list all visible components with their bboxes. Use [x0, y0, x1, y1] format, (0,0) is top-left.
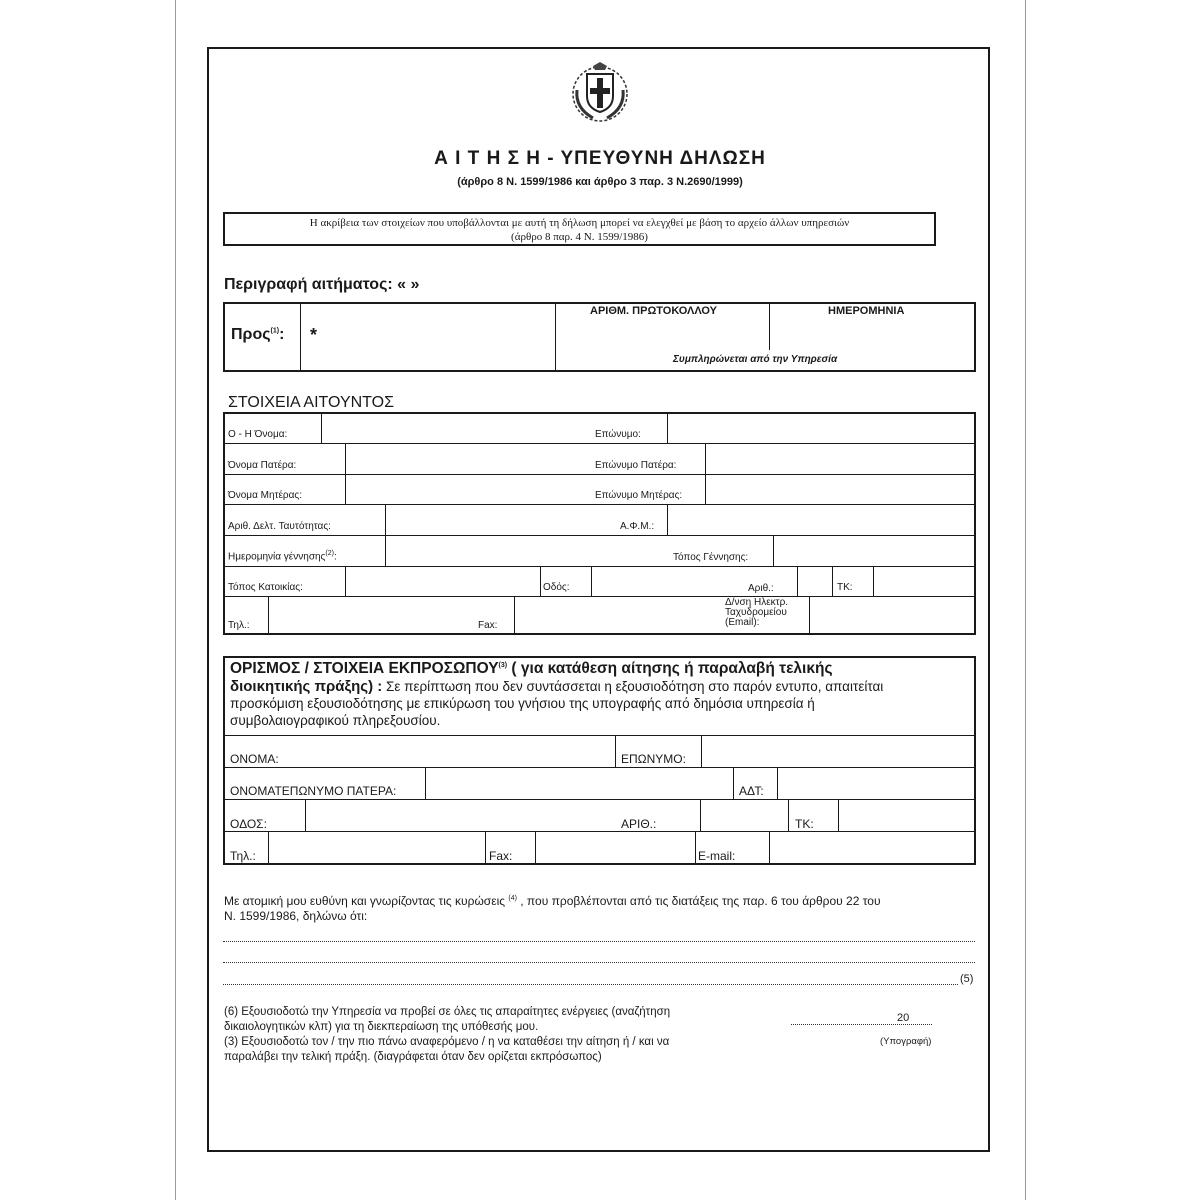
note-3-line-1: (3) Εξουσιοδοτώ τον / την πιο πάνω αναφερόμενο / η να καταθέσει την αίτηση ή / και να — [224, 1036, 670, 1048]
residence-field[interactable] — [346, 568, 539, 595]
rep-fax-label: Fax: — [489, 849, 513, 863]
birth-place-field[interactable] — [774, 537, 974, 565]
rep-postcode-field[interactable] — [839, 801, 974, 830]
email-label-line-1: Δ/νση Ηλεκτρ. — [725, 597, 789, 608]
form-subtitle: (άρθρο 8 Ν. 1599/1986 και άρθρο 3 παρ. 3 Ν.2690/1999) — [457, 176, 743, 188]
divider — [832, 567, 833, 596]
father-surname-label: Επώνυμο Πατέρα: — [595, 460, 677, 471]
email-label-line-2: Ταχυδρομείου — [725, 607, 787, 618]
father-name-field[interactable] — [346, 445, 586, 473]
rep-father-label: ΟΝΟΜΑΤΕΠΩΝΥΜΟ ΠΑΤΕΡΑ: — [230, 784, 397, 798]
representative-footnote: (3) — [498, 661, 508, 669]
surname-label: Επώνυμο: — [595, 429, 641, 440]
birth-date-colon: : — [333, 551, 337, 563]
row-divider — [224, 535, 975, 536]
notice-line-2: (άρθρο 8 παρ. 4 Ν. 1599/1986) — [511, 231, 648, 243]
rep-fax-field[interactable] — [536, 833, 694, 863]
protocol-number-label: ΑΡΙΘΜ. ΠΡΩΤΟΚΟΛΛΟΥ — [590, 305, 718, 317]
email-field[interactable] — [810, 598, 974, 633]
date-label: ΗΜΕΡΟΜΗΝΙΑ — [828, 305, 905, 317]
rep-father-field[interactable] — [426, 769, 732, 798]
representative-note-2: προσκόμιση εξουσιοδότησης με επικύρωση του γνήσιου της υπογραφής από δημόσια υπηρεσία ή — [230, 696, 815, 711]
divider — [788, 800, 789, 831]
representative-heading-line-2 — [230, 678, 970, 695]
id-card-field[interactable] — [386, 506, 616, 534]
number-label: Αριθ.: — [748, 583, 774, 594]
representative-heading — [230, 660, 970, 729]
rep-surname-field[interactable] — [702, 737, 974, 766]
recipient-field[interactable]: * — [310, 325, 318, 345]
divider — [733, 768, 734, 799]
representative-purpose: ( για κατάθεση αίτησης ή παραλαβή τελικής — [511, 660, 833, 677]
request-description-label: Περιγραφή αιτήματος: « » — [224, 276, 420, 293]
note-6-line-1: (6) Εξουσιοδοτώ την Υπηρεσία να προβεί σε όλες τις απαραίτητες ενέργειες (αναζήτηση — [224, 1006, 671, 1018]
declaration-line-2: Ν. 1599/1986, δηλώνω ότι: — [224, 909, 368, 923]
divider — [695, 832, 696, 864]
rep-email-field[interactable] — [770, 833, 974, 863]
divider — [485, 832, 486, 864]
rep-street-label: ΟΔΟΣ: — [230, 817, 267, 831]
coat-of-arms-emblem — [565, 60, 635, 124]
fax-label: Fax: — [478, 620, 498, 631]
filled-by-service-note: Συμπληρώνεται από την Υπηρεσία — [673, 354, 838, 365]
rep-email-label: E-mail: — [698, 849, 736, 863]
residence-label: Τόπος Κατοικίας: — [228, 582, 303, 593]
accuracy-notice — [223, 212, 936, 246]
street-label: Οδός: — [543, 582, 570, 593]
rep-adt-label: ΑΔΤ: — [739, 784, 764, 798]
phone-field[interactable] — [269, 598, 469, 633]
form-title: Α Ι Τ Η Σ Η - ΥΠΕΥΘΥΝΗ ΔΗΛΩΣΗ — [434, 148, 766, 169]
declaration-text — [224, 891, 984, 924]
rep-postcode-label: ΤΚ: — [795, 817, 814, 831]
row-divider — [224, 735, 975, 736]
email-label-line-3: (Email): — [725, 617, 760, 628]
row-divider — [224, 799, 975, 800]
to-label — [231, 326, 284, 344]
representative-heading-line-1 — [230, 660, 970, 678]
representative-note-1: Σε περίπτωση που δεν συντάσσεται η εξουσιοδότηση στο παρόν εντυπο, απαιτείται — [386, 679, 884, 694]
rep-phone-field[interactable] — [269, 833, 484, 863]
father-surname-field[interactable] — [706, 445, 974, 473]
birth-date-label — [228, 550, 337, 562]
id-card-label: Αριθ. Δελτ. Ταυτότητας: — [228, 521, 331, 532]
applicant-heading: ΣΤΟΙΧΕΙΑ ΑΙΤΟΥΝΤΟΣ — [228, 394, 394, 411]
number-field[interactable] — [798, 568, 831, 595]
divider — [300, 303, 301, 371]
divider — [769, 303, 770, 350]
postcode-label: ΤΚ: — [837, 582, 853, 593]
authorization-notes — [224, 1005, 764, 1065]
to-label-text: Προς — [231, 326, 271, 343]
row-divider — [224, 767, 975, 768]
birth-date-text: Ημερομηνία γέννησης — [228, 551, 326, 563]
phone-label: Τηλ.: — [228, 620, 250, 631]
mother-name-field[interactable] — [346, 475, 586, 503]
surname-field[interactable] — [668, 414, 974, 442]
to-footnote: (1) — [270, 327, 280, 335]
representative-title: ΟΡΙΣΜΟΣ / ΣΤΟΙΧΕΙΑ ΕΚΠΡΟΣΩΠΟΥ — [230, 660, 499, 677]
date-dotted-line[interactable] — [791, 1024, 932, 1025]
rep-number-field[interactable] — [701, 801, 787, 830]
divider — [615, 736, 616, 767]
row-divider — [224, 504, 975, 505]
street-field[interactable] — [592, 568, 742, 595]
birth-date-field[interactable] — [386, 537, 668, 565]
declaration-dotted-line[interactable] — [223, 984, 958, 985]
email-label — [725, 598, 788, 628]
row-divider — [224, 596, 975, 597]
footnote-5-marker: (5) — [960, 973, 974, 985]
rep-street-field[interactable] — [306, 801, 616, 830]
mother-surname-field[interactable] — [706, 475, 974, 503]
declaration-line-1-a: Με ατομική μου ευθύνη και γνωρίζοντας τις κυρώσεις — [224, 894, 506, 908]
divider — [540, 567, 541, 596]
first-name-label: Ο - Η Όνομα: — [228, 429, 288, 440]
rep-phone-label: Τηλ.: — [230, 849, 256, 863]
birth-date-footnote: (2) — [325, 550, 334, 557]
declaration-line-1 — [224, 891, 984, 909]
rep-name-field[interactable] — [300, 737, 614, 766]
signature-label: (Υπογραφή) — [880, 1036, 932, 1047]
afm-field[interactable] — [668, 506, 974, 534]
declaration-line-1-b: , που προβλέπονται από τις διατάξεις της παρ. 6 του άρθρου 22 του — [520, 894, 881, 908]
rep-adt-field[interactable] — [778, 769, 974, 798]
row-divider — [224, 443, 975, 444]
date-year-prefix: 20 — [897, 1012, 910, 1024]
father-name-label: Όνομα Πατέρα: — [228, 460, 297, 471]
afm-label: Α.Φ.Μ.: — [620, 521, 655, 532]
declaration-dotted-line[interactable] — [223, 941, 975, 942]
representative-note-3: συμβολαιογραφικού πληρεξουσίου. — [230, 713, 441, 728]
postcode-field[interactable] — [874, 568, 974, 595]
to-colon: : — [279, 326, 285, 343]
representative-purpose-end: διοικητικής πράξης) : — [230, 678, 383, 695]
note-6-line-2: δικαιολογητικών κλπ) για τη διεκπεραίωση της υπόθεσής μου. — [224, 1021, 539, 1033]
divider — [555, 303, 556, 371]
row-divider — [224, 831, 975, 832]
declaration-dotted-line[interactable] — [223, 962, 975, 963]
birth-place-label: Τόπος Γέννησης: — [673, 552, 749, 563]
row-divider — [224, 566, 975, 567]
fax-field[interactable] — [515, 598, 720, 633]
notice-line-1: Η ακρίβεια των στοιχείων που υποβάλλονται με αυτή τη δήλωση μπορεί να ελεγχθεί με βάση το αρχείο άλλων υπηρεσιών — [309, 217, 850, 229]
declaration-footnote: (4) — [508, 895, 517, 902]
rep-name-label: ΟΝΟΜΑ: — [230, 752, 279, 766]
mother-surname-label: Επώνυμο Μητέρας: — [595, 490, 683, 501]
rep-number-label: ΑΡΙΘ.: — [621, 817, 657, 831]
note-3-line-2: παραλάβει την τελική πράξη. (διαγράφεται όταν δεν ορίζεται εκπρόσωπος) — [224, 1051, 602, 1063]
mother-name-label: Όνομα Μητέρας: — [228, 490, 302, 501]
rep-surname-label: ΕΠΩΝΥΜΟ: — [621, 752, 686, 766]
